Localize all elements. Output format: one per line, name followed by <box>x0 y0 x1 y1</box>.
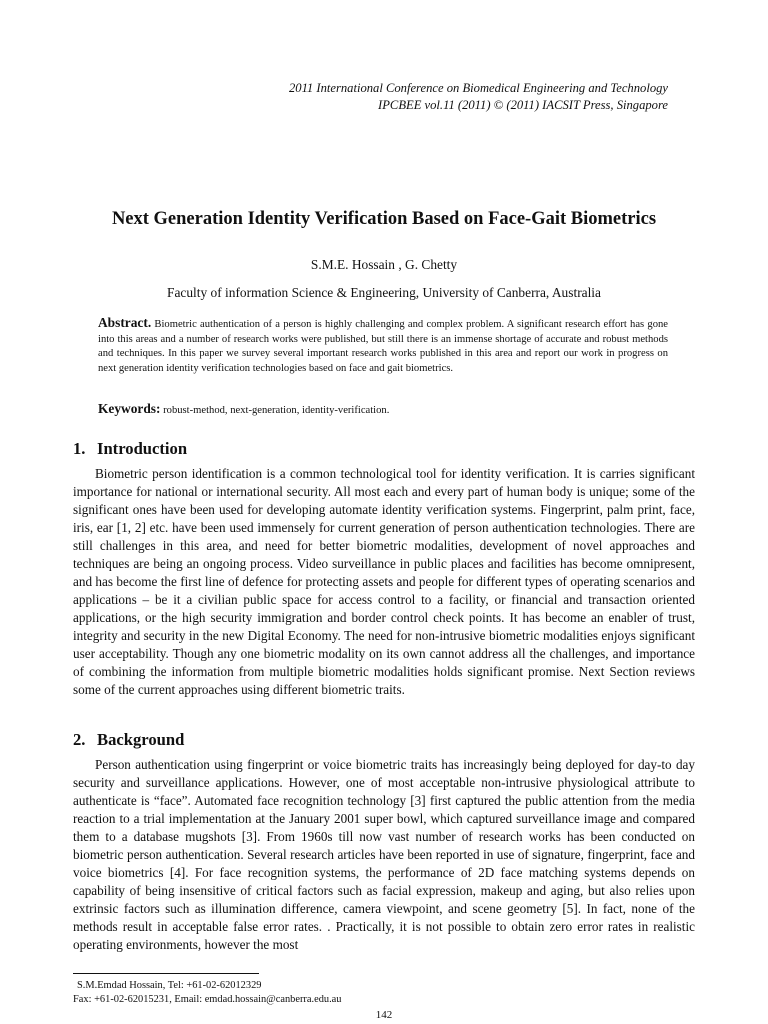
paper-title: Next Generation Identity Verification Based on Face-Gait Biometrics <box>111 209 657 229</box>
section-number: 2. <box>73 730 86 749</box>
conference-line-2: IPCBEE vol.11 (2011) © (2011) IACSIT Press, Singapore <box>378 98 668 112</box>
footnote-divider <box>73 973 259 974</box>
footnote <box>73 979 633 1006</box>
page-number: 142 <box>375 1009 393 1021</box>
section-title: Introduction <box>97 439 188 458</box>
section-heading-background <box>73 730 184 750</box>
conference-line-1: 2011 International Conference on Biomedical Engineering and Technology <box>288 81 668 95</box>
paper-authors: S.M.E. Hossain , G. Chetty <box>310 257 458 272</box>
section-title: Background <box>97 730 185 749</box>
footnote-line-1: S.M.Emdad Hossain, Tel: +61-02-62012329 <box>77 980 262 991</box>
abstract-label: Abstract. <box>98 315 152 330</box>
background-paragraph: Person authentication using fingerprint or voice biometric traits has increasingly being deployed for day-to day security and surveillance applications. However, one of most acceptable non-intrusive physiological attribute to authenticate is “face”. Automated face recognition technology [3] first captured the public attention from the media reaction to a trial implementation at the January 2001 super bowl, which captured surveillance image and compared them to a database mugshots [3]. From 1960s till now vast number of research works has been conducted on biometric person authentication. Several research articles have been reported in use of signature, fingerprint, face and voice biometrics [4]. For face recognition systems, the performance of 2D face matching systems depends on capability of being insensitive of critical factors such as facial expression, makeup and aging, but also relies upon extrinsic factors such as illumination difference, camera viewpoint, and scene geometry [5]. In fact, none of the methods result in acceptable false error rates. . Practically, it is not possible to obtain zero error rates in realistic operating environments, however the most <box>73 757 695 952</box>
section-heading-introduction <box>73 439 187 459</box>
paper-affiliation: Faculty of information Science & Engineering, University of Canberra, Australia <box>167 285 601 300</box>
keywords-label: Keywords: <box>98 401 161 416</box>
footnote-line-2: Fax: +61-02-62015231, Email: emdad.hossain@canberra.edu.au <box>73 993 342 1005</box>
conference-header <box>289 80 668 114</box>
section-number: 1. <box>73 439 86 458</box>
abstract <box>98 316 668 377</box>
keywords <box>98 401 668 419</box>
abstract-text: Biometric authentication of a person is highly challenging and complex problem. A significant research effort has gone into this areas and a number of research works were published, but still there is an immense shortage of accurate and robust methods and techniques. In this paper we survey several important research works published in this area and report our work in progress on next generation identity verification technologies based on face and gait biometrics. <box>98 319 668 375</box>
keywords-text: robust-method, next-generation, identity-verification. <box>163 405 390 416</box>
introduction-paragraph: Biometric person identification is a common technological tool for identity verification. It is carries significant importance for national or international security. All most each and every part of human body is unique; some of the significant ones have been used for developing automate identity verification systems. Fingerprint, palm print, face, iris, ear [1, 2] etc. have been used immensely for current generation of person authentication technologies. There are still challenges in this area, and need for better biometric modalities, development of novel approaches and techniques are being an ongoing process. Video surveillance in public places and facilities has become omnipresent, and has become the first line of defence for protecting assets and people for different types of operating scenarios and applications – be it a civilian public space for access control to a facility, or financial and transaction oriented applications, or the high security immigration and border control check points. It has become an enabler of trust, integrity and security in the new Digital Economy. The need for non-intrusive biometric modalities enjoys significant user acceptability. Though any one biometric modality on its own cannot address all the challenges, and importance of combining the information from multiple biometric modalities holds significant promise. Next Section reviews some of the current approaches using different biometric traits. <box>73 466 695 697</box>
